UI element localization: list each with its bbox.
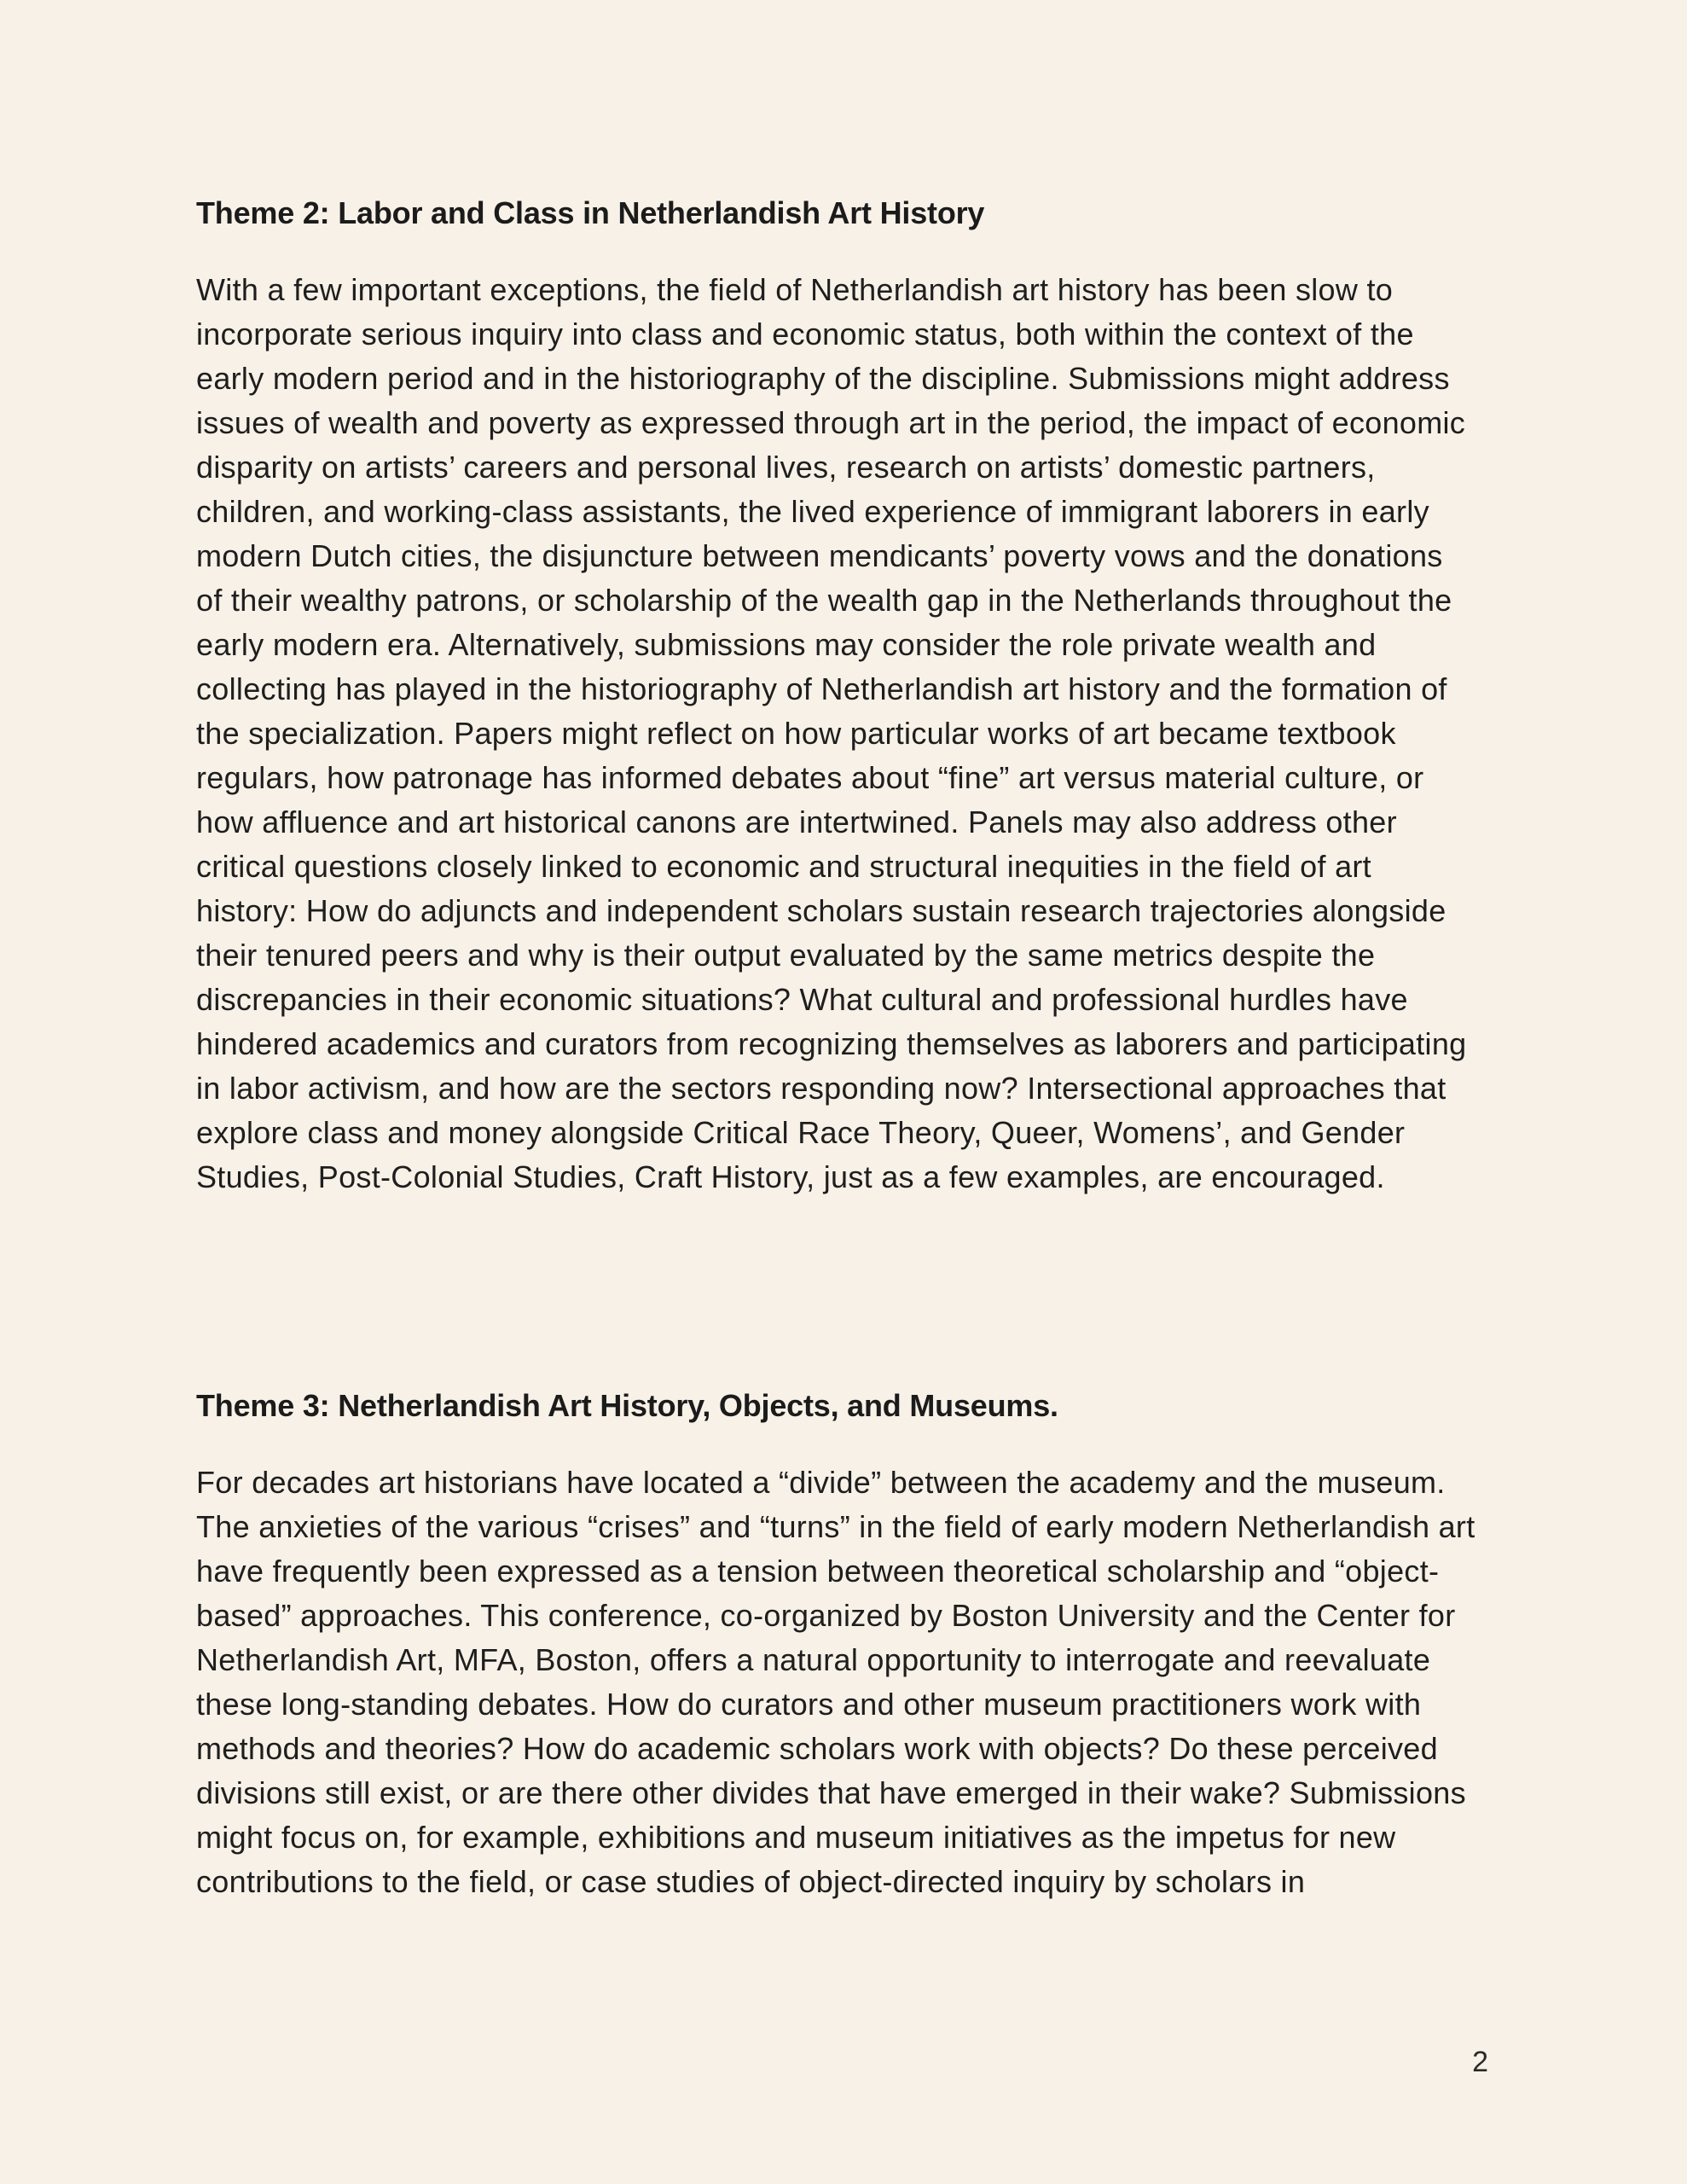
theme3-body: For decades art historians have located a “divide” between the academy and the museum. The anxieties of the various “crises” and “turns” in the field of early modern Netherlandish art have frequently been expressed as a tension between theoretical scholarship and “object-based” approaches. This conference, co-organized by Boston University and the Center for Netherlandish Art, MFA, Boston, offers a natural opportunity to interrogate and reevaluate these long-standing debates. How do curators and other museum practitioners work with methods and theories? How do academic scholars work with objects? Do these perceived divisions still exist, or are there other divides that have emerged in their wake? Submissions might focus on, for example, exhibitions and museum initiatives as the impetus for new contributions to the field, or case studies of object-directed inquiry by scholars in	[196, 1465, 1475, 1899]
theme2-heading: Theme 2: Labor and Class in Netherlandish Art History	[196, 195, 985, 230]
theme2-body: With a few important exceptions, the field of Netherlandish art history has been slow to incorporate serious inquiry into class and economic status, both within the context of the early modern period and in the historiography of the discipline. Submissions might address issues of wealth and poverty as expressed through art in the period, the impact of economic disparity on artists’ careers and personal lives, research on artists’ domestic partners, children, and working-class assistants, the lived experience of immigrant laborers in early modern Dutch cities, the disjuncture between mendicants’ poverty vows and the donations of their wealthy patrons, or scholarship of the wealth gap in the Netherlands throughout the early modern era. Alternatively, submissions may consider the role private wealth and collecting has played in the historiography of Netherlandish art history and the formation of the specialization. Papers might reflect on how particular works of art became textbook regulars, how patronage has informed debates about “fine” art versus material culture, or how affluence and art historical canons are intertwined. Panels may also address other critical questions closely linked to economic and structural inequities in the field of art history: How do adjuncts and independent scholars sustain research trajectories alongside their tenured peers and why is their output evaluated by the same metrics despite the discrepancies in their economic situations? What cultural and professional hurdles have hindered academics and curators from recognizing themselves as laborers and participating in labor activism, and how are the sectors responding now? Intersectional approaches that explore class and money alongside Critical Race Theory, Queer, Womens’, and Gender Studies, Post-Colonial Studies, Craft History, just as a few examples, are encouraged.	[196, 272, 1467, 1194]
hna-2027-boston-logo	[0, 2013, 529, 2133]
theme3-heading: Theme 3: Netherlandish Art History, Objects, and Museums.	[196, 1388, 1058, 1423]
page-number: 2	[1472, 2046, 1488, 2078]
